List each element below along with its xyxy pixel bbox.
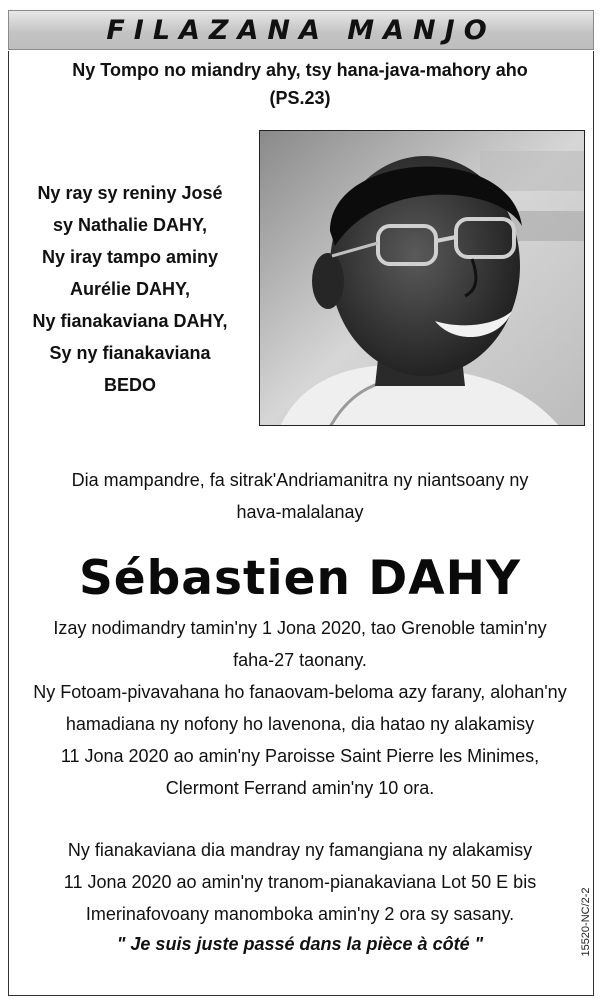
condolence-visits bbox=[20, 834, 580, 930]
family-list bbox=[10, 177, 250, 401]
condolence-line: Imerinafovoany manomboka amin'ny 2 ora sy sasany. bbox=[85, 904, 515, 924]
announcement-line: hava-malalanay bbox=[236, 502, 364, 522]
condolence-line: 11 Jona 2020 ao amin'ny tranom-pianakaviana Lot 50 E bis bbox=[63, 872, 537, 892]
family-line: BEDO bbox=[103, 375, 156, 395]
death-details-line: faha-27 taonany. bbox=[233, 650, 367, 670]
condolence-line: Ny fianakaviana dia mandray ny famangiana ny alakamisy bbox=[67, 840, 533, 860]
ceremony-details bbox=[20, 676, 580, 804]
ceremony-line: Clermont Ferrand amin'ny 10 ora. bbox=[165, 778, 435, 798]
family-line: Sy ny fianakaviana bbox=[49, 343, 211, 363]
death-details bbox=[20, 612, 580, 676]
family-line: Aurélie DAHY, bbox=[69, 279, 191, 299]
portrait-illustration bbox=[260, 131, 585, 426]
announcement-line: Dia mampandre, fa sitrak'Andriamanitra ny niantsoany ny bbox=[71, 470, 529, 490]
deceased-name: Sébastien DAHY bbox=[78, 551, 522, 606]
ceremony-line: Ny Fotoam-pivavahana ho fanaovam-beloma azy farany, alohan'ny bbox=[33, 682, 567, 702]
family-line: Ny ray sy reniny José bbox=[37, 183, 223, 203]
psalm-verse bbox=[20, 56, 580, 112]
portrait-photo bbox=[259, 130, 585, 426]
psalm-verse-line: Ny Tompo no miandry ahy, tsy hana-java-mahory aho bbox=[72, 60, 528, 80]
ceremony-line: hamadiana ny nofony ho lavenona, dia hatao ny alakamisy bbox=[65, 714, 535, 734]
family-line: Ny fianakaviana DAHY, bbox=[32, 311, 228, 331]
header-title: FILAZANA MANJO bbox=[106, 14, 496, 46]
family-line: Ny iray tampo aminy bbox=[41, 247, 219, 267]
reference-code bbox=[576, 882, 596, 962]
death-details-line: Izay nodimandry tamin'ny 1 Jona 2020, tao Grenoble tamin'ny bbox=[53, 618, 547, 638]
ceremony-line: 11 Jona 2020 ao amin'ny Paroisse Saint Pierre les Minimes, bbox=[60, 746, 540, 766]
reference-code-text: 15520-NC/2-2 bbox=[580, 887, 592, 957]
announcement bbox=[20, 464, 580, 528]
closing-quote: " Je suis juste passé dans la pièce à côté " bbox=[116, 934, 484, 954]
psalm-reference: (PS.23) bbox=[269, 88, 331, 108]
family-line: sy Nathalie DAHY, bbox=[52, 215, 208, 235]
header-banner bbox=[8, 10, 594, 50]
